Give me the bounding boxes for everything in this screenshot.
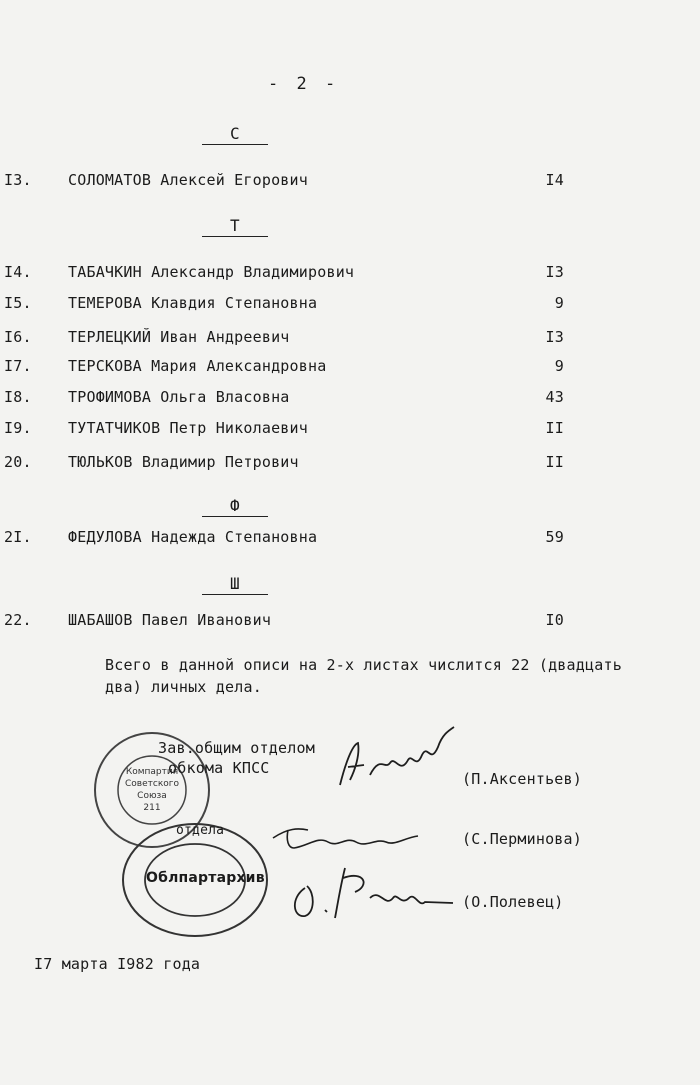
entry-number: 22. <box>4 611 32 629</box>
entry-number: I4. <box>4 263 32 281</box>
entry-name: ТРОФИМОВА Ольга Власовна <box>68 388 290 406</box>
entry-name: ТЕРЛЕЦКИЙ Иван Андреевич <box>68 328 290 346</box>
signature-head <box>330 725 470 795</box>
signature-third <box>285 858 455 928</box>
third-name: (О.Полевец) <box>462 893 564 911</box>
second-name: (С.Перминова) <box>462 830 582 848</box>
entry-name: ТЕМЕРОВА Клавдия Степановна <box>68 294 318 312</box>
archive-stamp-label: Облпартархив <box>146 870 265 886</box>
signature-second <box>268 818 428 858</box>
page-number: - 2 - <box>268 74 340 94</box>
stamp-inner-line: 211 <box>143 803 161 813</box>
entry-name: ТУТАТЧИКОВ Петр Николаевич <box>68 419 308 437</box>
entry-name: ТАБАЧКИН Александр Владимирович <box>68 263 355 281</box>
entry-count: I4 <box>545 171 564 189</box>
head-title-line1: Зав.общим отделом <box>158 739 315 757</box>
entry-name: ТЕРСКОВА Мария Александровна <box>68 357 327 375</box>
stamp-inner-line: Союза <box>137 791 167 801</box>
entry-count: 59 <box>545 528 564 546</box>
head-name: (П.Аксентьев) <box>462 770 582 788</box>
entry-number: I3. <box>4 171 32 189</box>
entry-count: I0 <box>545 611 564 629</box>
section-letter: Ф <box>202 496 268 517</box>
entry-name: ШАБАШОВ Павел Иванович <box>68 611 272 629</box>
entry-count: 9 <box>554 294 564 312</box>
stamp-inner-line: Советского <box>125 779 179 789</box>
entry-number: I7. <box>4 357 32 375</box>
section-letter: С <box>202 124 268 145</box>
entry-name: СОЛОМАТОВ Алексей Егорович <box>68 171 308 189</box>
entry-number: I9. <box>4 419 32 437</box>
third-title: отдела <box>176 823 225 838</box>
entry-number: I6. <box>4 328 32 346</box>
entry-number: I8. <box>4 388 32 406</box>
entry-name: ТЮЛЬКОВ Владимир Петрович <box>68 453 299 471</box>
entry-number: I5. <box>4 294 32 312</box>
entry-name: ФЕДУЛОВА Надежда Степановна <box>68 528 318 546</box>
section-letter: Т <box>202 216 268 237</box>
stamp-inner-line: Компартия <box>125 767 179 777</box>
summary-text: Всего в данной описи на 2-х листах числится 22 (двадцать два) личных дела. <box>105 656 622 696</box>
entry-count: II <box>545 419 564 437</box>
entry-count: II <box>545 453 564 471</box>
entry-count: I3 <box>545 328 564 346</box>
entry-number: 20. <box>4 453 32 471</box>
document-date: I7 марта I982 года <box>34 955 201 973</box>
section-letter: Ш <box>202 574 268 595</box>
entry-number: 2I. <box>4 528 32 546</box>
entry-count: 43 <box>545 388 564 406</box>
head-title-line2: обкома КПСС <box>168 759 270 777</box>
entry-count: I3 <box>545 263 564 281</box>
entry-count: 9 <box>554 357 564 375</box>
